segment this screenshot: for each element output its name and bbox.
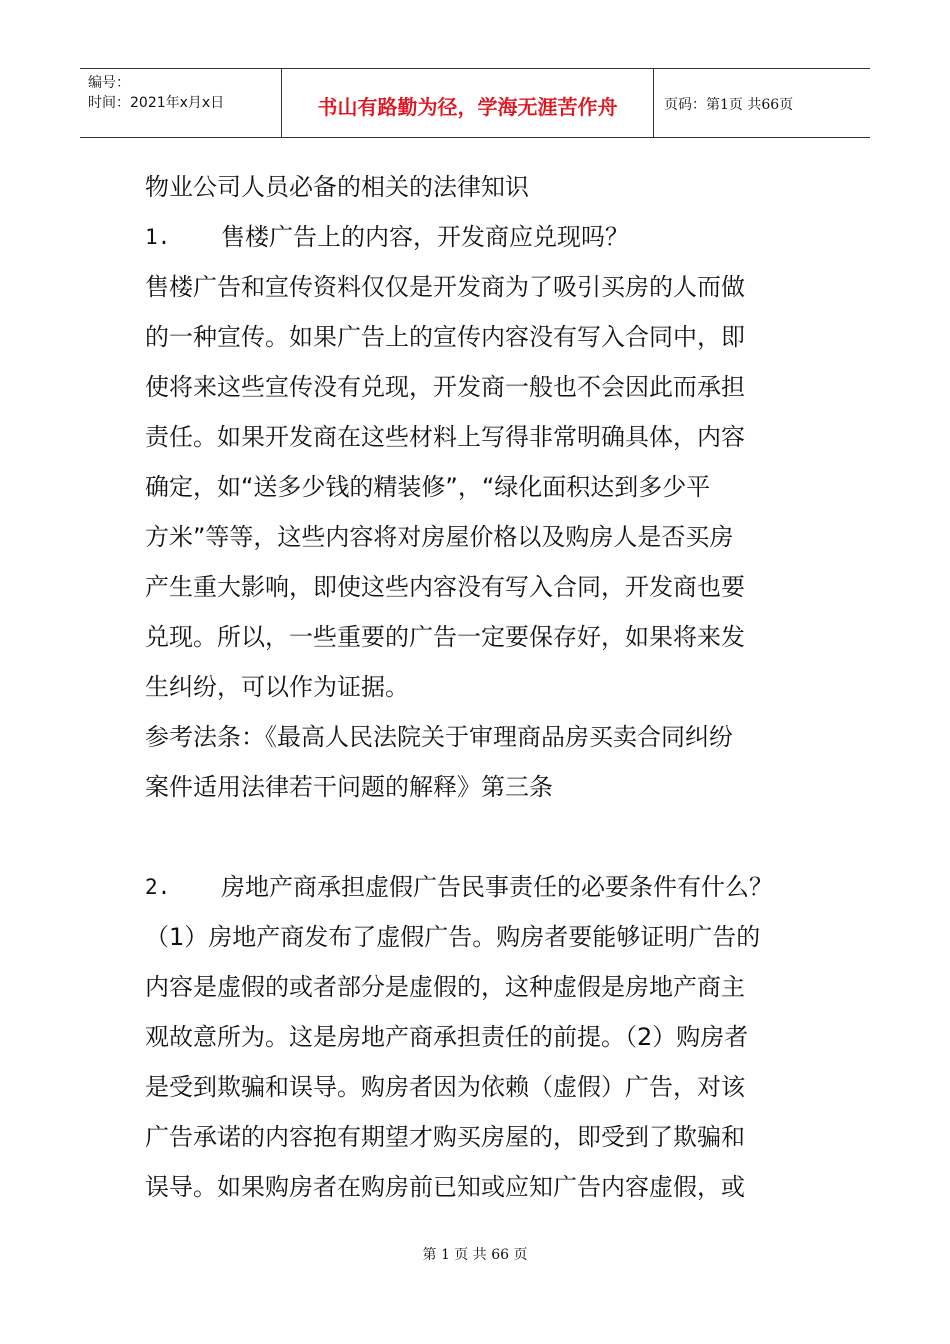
text-line: 误导。如果购房者在购房前已知或应知广告内容虚假，或 [145,1173,745,1201]
text-line: 内容是虚假的或者部分是虚假的，这种虚假是房地产商主 [145,973,745,1001]
question-1-text: 售楼广告上的内容，开发商应兑现吗？ [221,223,629,251]
question-2 [145,862,810,912]
text-line: 使将来这些宣传没有兑现，开发商一般也不会因此而承担 [145,373,745,401]
text-line: 产生重大影响，即使这些内容没有写入合同，开发商也要 [145,573,745,601]
question-2-text: 房地产商承担虚假广告民事责任的必要条件有什么？ [221,873,773,901]
text-line: 生纠纷，可以作为证据。 [145,673,409,701]
text-line: 广告承诺的内容抱有期望才购买房屋的，即受到了欺骗和 [145,1123,745,1151]
answer-2 [145,912,810,1212]
text-line: 参考法条：《最高人民法院关于审理商品房买卖合同纠纷 [145,723,733,751]
doc-date-label: 时间：2021年x月x日 [88,95,225,111]
text-line: 案件适用法律若干问题的解释》第三条 [145,773,553,801]
page-footer: 第 1 页 共 66 页 [422,1247,528,1263]
document-title: 物业公司人员必备的相关的法律知识 [145,173,529,201]
text-line: 是受到欺骗和误导。购房者因为依赖（虚假）广告，对该 [145,1073,745,1101]
text-line: 责任。如果开发商在这些材料上写得非常明确具体，内容 [145,423,745,451]
doc-number-label: 编号： [88,75,130,91]
document-body [145,162,810,1212]
text-line: 的一种宣传。如果广告上的宣传内容没有写入合同中，即 [145,323,745,351]
page-header [80,68,870,138]
question-1-number: 1. [145,225,171,249]
text-line: （1）房地产商发布了虚假广告。购房者要能够证明广告的 [145,923,761,951]
text-line: 兑现。所以，一些重要的广告一定要保存好，如果将来发 [145,623,745,651]
question-2-number: 2. [145,875,171,899]
text-line: 售楼广告和宣传资料仅仅是开发商为了吸引买房的人而做 [145,273,745,301]
header-page-info: 页码：第1页 共66页 [664,97,794,113]
answer-1 [145,262,810,712]
text-line: 确定，如“送多少钱的精装修”，“绿化面积达到多少平 [145,473,711,501]
text-line: 方米”等等，这些内容将对房屋价格以及购房人是否买房 [145,523,734,551]
question-1 [145,212,810,262]
header-meta [80,69,282,137]
header-motto: 书山有路勤为径，学海无涯苦作舟 [282,69,654,137]
reference-clause [145,712,810,812]
blank-line [145,812,810,862]
text-line: 观故意所为。这是房地产商承担责任的前提。（2）购房者 [145,1023,749,1051]
